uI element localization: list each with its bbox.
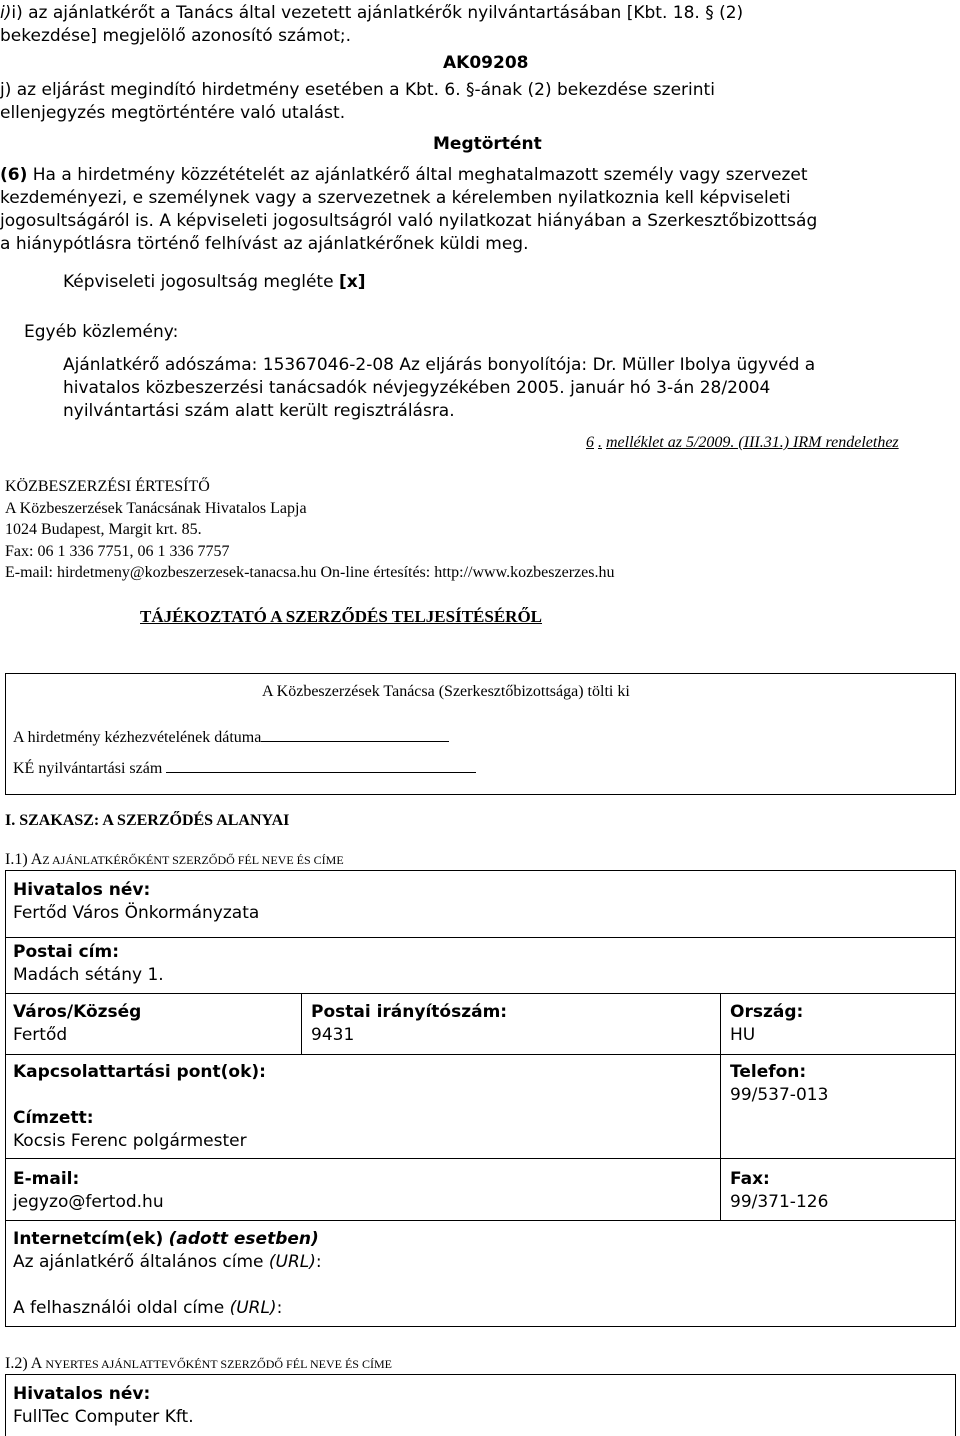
receipt-date-label: A hirdetmény kézhezvételének dátuma bbox=[13, 729, 262, 746]
postcode-value: 9431 bbox=[311, 1025, 355, 1045]
divider bbox=[5, 993, 956, 994]
country-value: HU bbox=[730, 1025, 756, 1045]
item-i-line2: bekezdése] megjelölő azonosító számot;. bbox=[0, 26, 352, 46]
receipt-date-row bbox=[13, 727, 449, 747]
para6-text: Ha a hirdetmény közzétételét az ajánlatkérő által meghatalmazott személy vagy szervezet bbox=[27, 165, 808, 185]
city-cell bbox=[13, 1001, 141, 1047]
item-i-marker: i) bbox=[0, 3, 12, 23]
publisher-title: KÖZBESZERZÉSI ÉRTESÍTŐ bbox=[5, 478, 210, 495]
megtortent-value: Megtörtént bbox=[433, 134, 542, 154]
addressee-value: Kocsis Ferenc polgármester bbox=[13, 1131, 247, 1151]
fax-cell bbox=[730, 1168, 828, 1214]
divider bbox=[301, 993, 302, 1054]
annex-text: melléklet az 5/2009. (III.31.) IRM rendelethez bbox=[606, 434, 899, 451]
publisher-contact: E-mail: hirdetmeny@kozbeszerzesek-tanacsa.hu On-line értesítés: http://www.kozbeszerzes.hu bbox=[5, 564, 615, 581]
publisher-header bbox=[5, 476, 614, 584]
email-cell bbox=[13, 1168, 164, 1214]
office-box-heading: A Közbeszerzések Tanácsa (Szerkesztőbizottsága) tölti ki bbox=[262, 683, 630, 700]
official-name-label: Hivatalos név: bbox=[13, 880, 151, 900]
city-label: Város/Község bbox=[13, 1002, 142, 1022]
egyeb-label: Egyéb közlemény: bbox=[24, 322, 179, 342]
internet-optional: (adott esetben) bbox=[168, 1229, 319, 1249]
city-value: Fertőd bbox=[13, 1025, 68, 1045]
ak-code: AK09208 bbox=[443, 53, 529, 73]
postal-address-value: Madách sétány 1. bbox=[13, 965, 164, 985]
general-url-colon: : bbox=[315, 1252, 322, 1272]
annex-number: 6 bbox=[586, 434, 594, 451]
divider bbox=[5, 1220, 956, 1221]
kepviseleti-checkbox-mark: [x] bbox=[338, 272, 366, 292]
winner-name-value: FullTec Computer Kft. bbox=[13, 1407, 194, 1427]
annex-reference bbox=[586, 434, 899, 452]
para6-line3: jogosultságáról is. A képviseleti jogosultságról való nyilatkozat hiányában a Szerkesztőbizottság bbox=[0, 211, 818, 231]
official-name-cell bbox=[13, 879, 259, 925]
publisher-subtitle: A Közbeszerzések Tanácsának Hivatalos Lapja bbox=[5, 499, 307, 517]
receipt-date-field[interactable] bbox=[261, 727, 449, 742]
para6-line2: kezdeményezi, e személynek vagy a szervezetnek a kérelemben nyilatkoznia kell képviseleti bbox=[0, 188, 791, 208]
annex-dot: . bbox=[598, 434, 602, 451]
general-url-unit: (URL) bbox=[268, 1252, 316, 1272]
phone-value: 99/537-013 bbox=[730, 1085, 829, 1105]
para6-line1 bbox=[0, 164, 808, 187]
item-i-line1 bbox=[0, 2, 743, 25]
postcode-label: Postai irányítószám: bbox=[311, 1002, 508, 1022]
country-label: Ország: bbox=[730, 1002, 804, 1022]
official-name-value: Fertőd Város Önkormányzata bbox=[13, 903, 260, 923]
item-j-line1: j) az eljárást megindító hirdetmény esetében a Kbt. 6. §-ának (2) bekezdése szerinti bbox=[0, 80, 715, 100]
divider bbox=[5, 1054, 956, 1055]
divider bbox=[720, 993, 721, 1220]
internet-label: Internetcím(ek) bbox=[13, 1229, 164, 1249]
fax-value: 99/371-126 bbox=[730, 1192, 829, 1212]
subsection-1-2-number: I.2) bbox=[5, 1355, 28, 1372]
postal-address-label: Postai cím: bbox=[13, 942, 120, 962]
para6-line4: a hiánypótlásra történő felhívást az ajánlatkérőnek küldi meg. bbox=[0, 234, 529, 254]
email-value: jegyzo@fertod.hu bbox=[13, 1192, 164, 1212]
subsection-1-2-title bbox=[5, 1355, 392, 1373]
internet-heading bbox=[13, 1228, 322, 1251]
subsection-1-2-first: A bbox=[30, 1355, 43, 1372]
item-i-text: i) az ajánlatkérőt a Tanács által vezetett ajánlatkérők nyilvántartásában [Kbt. 18. § (2) bbox=[11, 3, 744, 23]
phone-cell bbox=[730, 1061, 828, 1107]
kepviseleti-line bbox=[63, 271, 365, 294]
subsection-1-1-number: I.1) bbox=[5, 851, 28, 868]
divider bbox=[5, 937, 956, 938]
page-title: TÁJÉKOZTATÓ A SZERZŐDÉS TELJESÍTÉSÉRŐL bbox=[140, 607, 543, 626]
kepviseleti-label: Képviseleti jogosultság megléte bbox=[63, 272, 334, 292]
ke-number-row bbox=[13, 758, 476, 778]
winner-name-label: Hivatalos név: bbox=[13, 1384, 151, 1404]
subsection-1-1-first: A bbox=[30, 851, 43, 868]
postcode-cell bbox=[311, 1001, 507, 1047]
buyer-profile-colon: : bbox=[276, 1298, 283, 1318]
subsection-1-1-rest: Z AJÁNLATKÉRŐKÉNT SZERZŐDŐ FÉL NEVE ÉS CÍME bbox=[42, 853, 344, 867]
ke-number-label: KÉ nyilvántartási szám bbox=[13, 760, 163, 777]
buyer-profile-row bbox=[13, 1297, 282, 1320]
winner-name-cell bbox=[13, 1383, 194, 1429]
fax-label: Fax: bbox=[730, 1169, 770, 1189]
egyeb-line1: Ajánlatkérő adószáma: 15367046-2-08 Az eljárás bonyolítója: Dr. Müller Ibolya ügyvéd a bbox=[63, 355, 816, 375]
subsection-1-1-title bbox=[5, 851, 344, 869]
phone-label: Telefon: bbox=[730, 1062, 807, 1082]
addressee-cell bbox=[13, 1107, 247, 1153]
section-1-title: I. SZAKASZ: A SZERZŐDÉS ALANYAI bbox=[5, 812, 290, 829]
publisher-address: 1024 Budapest, Margit krt. 85. bbox=[5, 521, 202, 538]
addressee-label: Címzett: bbox=[13, 1108, 94, 1128]
country-cell bbox=[730, 1001, 803, 1047]
divider bbox=[5, 1158, 956, 1159]
buyer-profile-unit: (URL) bbox=[229, 1298, 277, 1318]
para6-number: (6) bbox=[0, 165, 28, 185]
egyeb-line3: nyilvántartási szám alatt került regisztrálásra. bbox=[63, 401, 455, 421]
item-j-line2: ellenjegyzés megtörténtére való utalást. bbox=[0, 103, 346, 123]
general-url-label: Az ajánlatkérő általános címe bbox=[13, 1252, 269, 1272]
internet-cell bbox=[13, 1228, 322, 1274]
postal-address-cell bbox=[13, 941, 164, 987]
subsection-1-2-rest: NYERTES AJÁNLATTEVŐKÉNT SZERZŐDŐ FÉL NEVE ÉS CÍME bbox=[42, 1357, 392, 1371]
publisher-fax: Fax: 06 1 336 7751, 06 1 336 7757 bbox=[5, 542, 230, 560]
email-label: E-mail: bbox=[13, 1169, 80, 1189]
ke-number-field[interactable] bbox=[166, 758, 476, 773]
egyeb-line2: hivatalos közbeszerzési tanácsadók névjegyzékében 2005. január hó 3-án 28/2004 bbox=[63, 378, 771, 398]
general-url-row bbox=[13, 1251, 322, 1274]
buyer-profile-label: A felhasználói oldal címe bbox=[13, 1298, 230, 1318]
contact-points-label: Kapcsolattartási pont(ok): bbox=[13, 1062, 266, 1082]
